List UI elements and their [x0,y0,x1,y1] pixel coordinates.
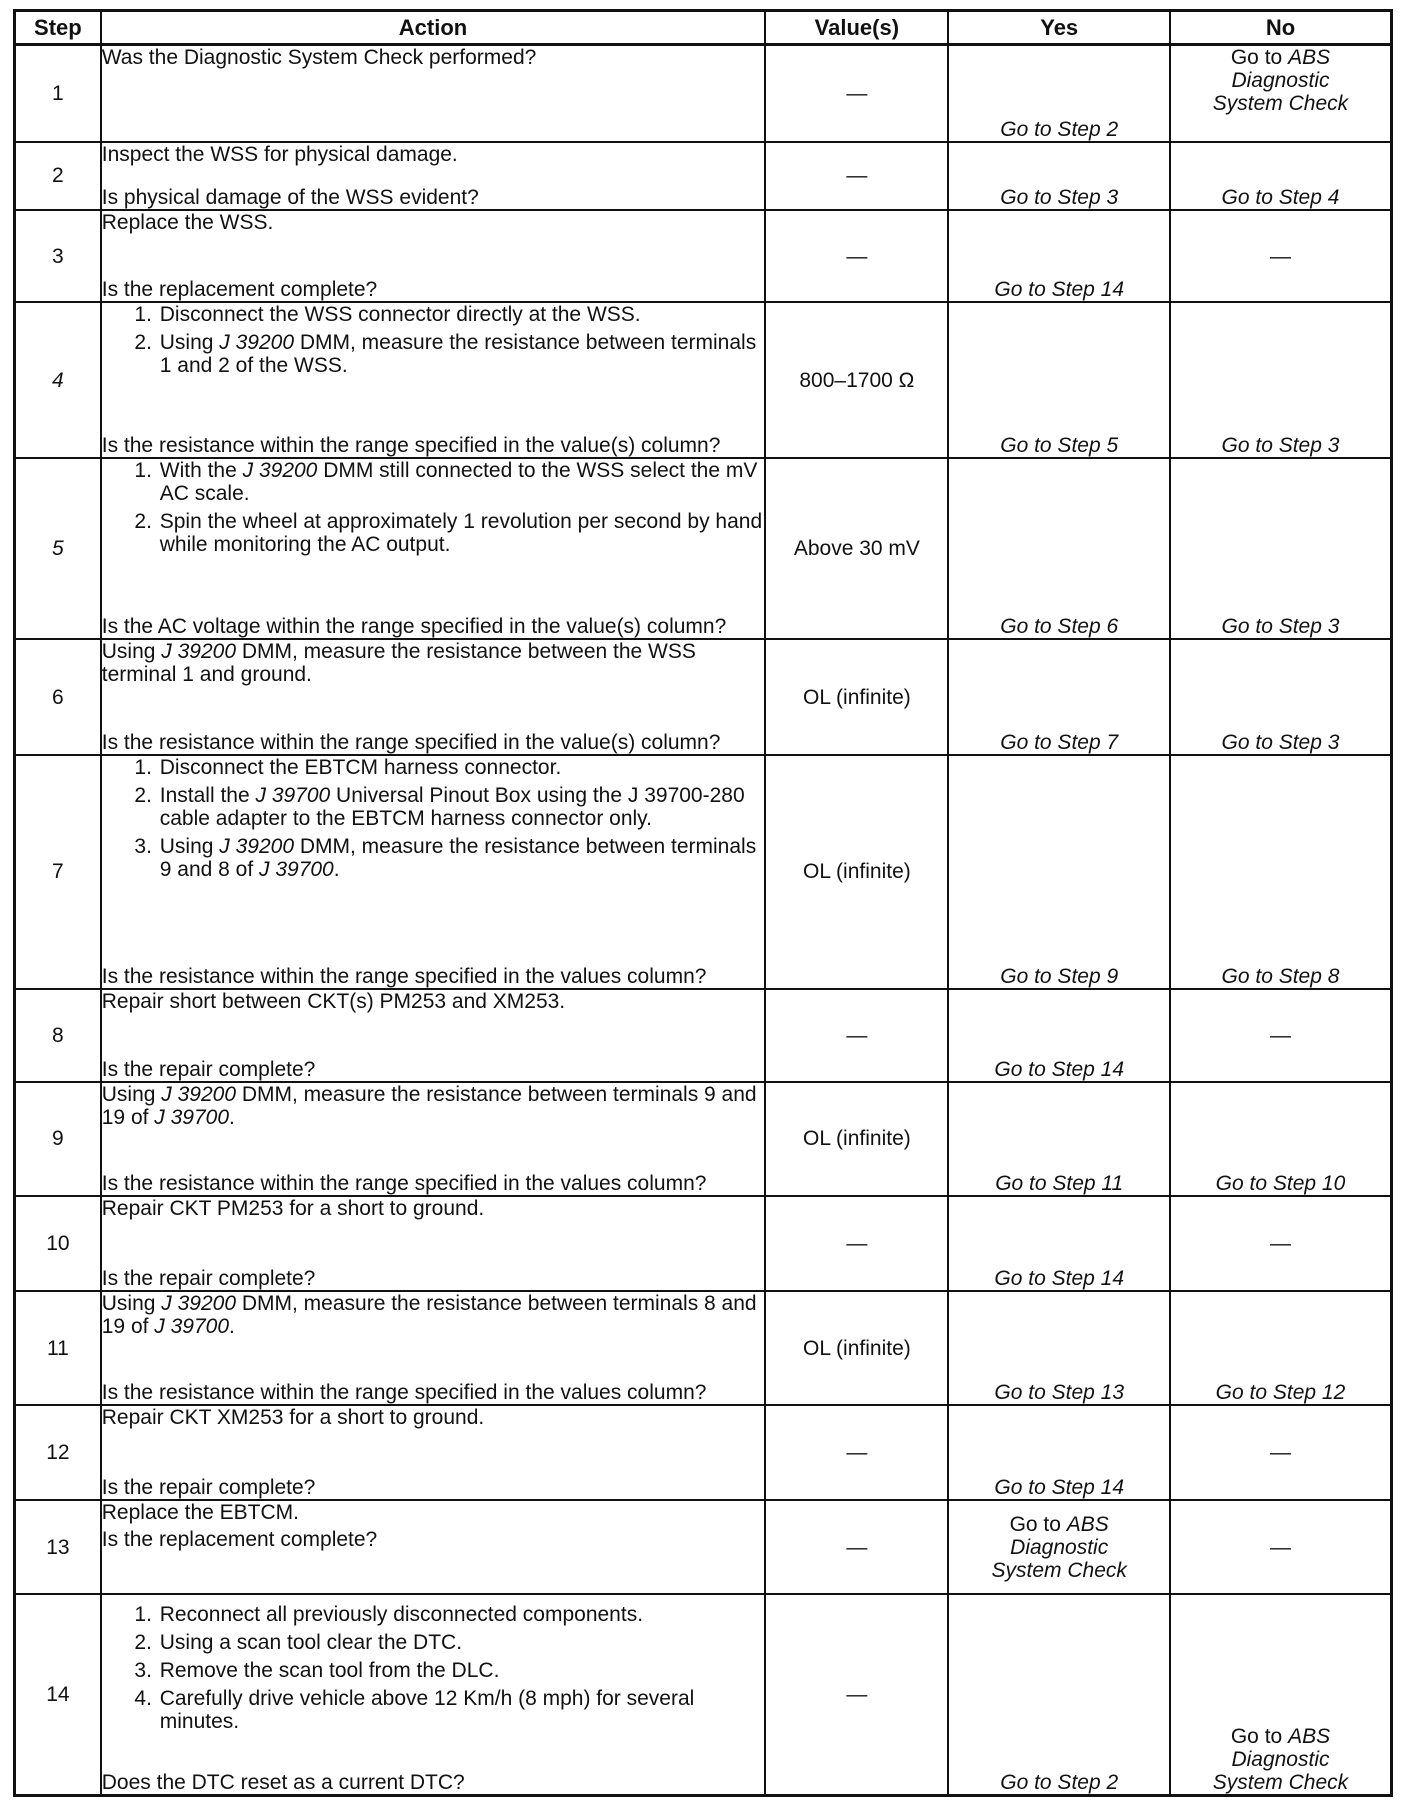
step-number: 6 [15,639,101,754]
value-cell: — [765,210,948,303]
table-row [15,210,1392,303]
action-cell [101,1405,766,1500]
list-item: 3. Remove the scan tool from the DLC. [158,1659,765,1682]
value-cell: — [765,142,948,210]
table-row [15,1082,1392,1196]
no-cell: Go to ABS Diagnostic System Check [1170,45,1392,142]
yes-cell: Go to Step 14 [948,1405,1170,1500]
value-cell: — [765,1500,948,1594]
yes-cell: Go to Step 2 [948,1594,1170,1795]
action-text: Replace the EBTCM. [101,1501,299,1525]
yes-cell: Go to Step 5 [948,302,1170,458]
action-list [102,459,765,561]
action-cell [101,458,766,639]
value-cell: OL (infinite) [765,1291,948,1405]
list-item: 1. Disconnect the EBTCM harness connector. [158,756,765,779]
action-question: Is the resistance within the range specified in the values column? [101,964,707,988]
header-action: Action [101,11,766,45]
step-number: 5 [15,458,101,639]
no-cell: Go to Step 3 [1170,458,1392,639]
step-number: 10 [15,1196,101,1291]
action-cell [101,45,766,142]
action-cell [101,1196,766,1291]
value-cell: — [765,1405,948,1500]
action-question: Is the resistance within the range specified in the values column? [101,1171,707,1195]
action-question: Is the resistance within the range specified in the value(s) column? [101,730,721,754]
yes-goto: Go to Step 2 [1000,117,1119,141]
list-item: 2. Install the J 39700 Universal Pinout Box using the J 39700-280 cable adapter to the EBTCM harness connector only. [158,784,765,830]
header-row [15,11,1392,45]
action-text: Repair CKT PM253 for a short to ground. [101,1196,485,1220]
table-row [15,142,1392,210]
yes-cell: Go to Step 11 [948,1082,1170,1196]
yes-cell [948,45,1170,142]
action-cell [101,639,766,754]
header-values: Value(s) [765,11,948,45]
action-question: Does the DTC reset as a current DTC? [101,1771,465,1794]
no-cell: — [1170,989,1392,1082]
list-item: 1. Disconnect the WSS connector directly at the WSS. [158,303,765,326]
action-text: Using J 39200 DMM, measure the resistance between terminals 8 and 19 of J 39700. [101,1291,757,1338]
value-cell: — [765,1196,948,1291]
no-cell: — [1170,210,1392,303]
action-cell [101,989,766,1082]
no-goto-abs: Go to ABS [1230,1725,1331,1748]
step-number: 7 [15,755,101,989]
action-list [102,756,765,886]
no-goto-abs: Go to ABS [1230,46,1331,69]
table-row [15,458,1392,639]
action-cell [101,142,766,210]
yes-cell: Go to Step 14 [948,1196,1170,1291]
list-item: 4. Carefully drive vehicle above 12 Km/h (8 mph) for several minutes. [158,1687,765,1733]
action-question: Is the resistance within the range specified in the value(s) column? [101,434,721,458]
action-text: Inspect the WSS for physical damage. [101,142,458,166]
value-cell: OL (infinite) [765,755,948,989]
action-question: Is physical damage of the WSS evident? [101,185,479,209]
action-cell [101,1594,766,1795]
value-cell: — [765,1594,948,1795]
value-cell: — [765,989,948,1082]
action-question: Is the repair complete? [101,1476,316,1500]
no-cell: Go to Step 3 [1170,639,1392,754]
value-cell: OL (infinite) [765,1082,948,1196]
no-cell: Go to Step 4 [1170,142,1392,210]
yes-cell: Go to Step 13 [948,1291,1170,1405]
yes-cell: Go to ABS Diagnostic System Check [948,1500,1170,1594]
action-question: Was the Diagnostic System Check performed? [101,46,537,69]
step-number: 12 [15,1405,101,1500]
step-number: 11 [15,1291,101,1405]
action-question: Is the replacement complete? [101,278,378,302]
no-cell: — [1170,1500,1392,1594]
action-question: Is the repair complete? [101,1057,316,1081]
action-question: Is the AC voltage within the range specified in the value(s) column? [101,615,727,639]
action-cell [101,755,766,989]
action-text: Repair short between CKT(s) PM253 and XM253. [101,989,566,1013]
step-number: 1 [15,45,101,142]
no-cell: — [1170,1196,1392,1291]
table-row [15,639,1392,754]
no-cell: Go to Step 3 [1170,302,1392,458]
yes-goto-abs: Go to ABS [1009,1512,1109,1536]
action-text: Repair CKT XM253 for a short to ground. [101,1406,485,1430]
yes-cell: Go to Step 6 [948,458,1170,639]
step-number: 2 [15,142,101,210]
no-cell: Go to Step 10 [1170,1082,1392,1196]
step-number: 9 [15,1082,101,1196]
action-text: Replace the WSS. [101,210,274,234]
header-no: No [1170,11,1392,45]
list-item: 2. Using a scan tool clear the DTC. [158,1631,765,1654]
yes-cell: Go to Step 9 [948,755,1170,989]
action-cell [101,1082,766,1196]
value-cell: 800–1700 Ω [765,302,948,458]
list-item: 2. Using J 39200 DMM, measure the resistance between terminals 1 and 2 of the WSS. [158,331,765,377]
table-row [15,1291,1392,1405]
value-cell: Above 30 mV [765,458,948,639]
no-cell: — [1170,1405,1392,1500]
action-question: Is the replacement complete? [101,1528,378,1552]
step-number: 13 [15,1500,101,1594]
action-question: Is the repair complete? [101,1266,316,1290]
yes-cell: Go to Step 14 [948,989,1170,1082]
action-question: Is the resistance within the range specified in the values column? [101,1381,707,1405]
table-row [15,989,1392,1082]
yes-cell: Go to Step 3 [948,142,1170,210]
table-row [15,1405,1392,1500]
header-step: Step [15,11,101,45]
table-row [15,1500,1392,1594]
table-row [15,302,1392,458]
no-cell: Go to ABS Diagnostic System Check [1170,1594,1392,1795]
action-cell [101,1500,766,1594]
yes-cell: Go to Step 7 [948,639,1170,754]
action-list [102,303,765,382]
step-number: 8 [15,989,101,1082]
list-item: 2. Spin the wheel at approximately 1 revolution per second by hand while monitoring the AC output. [158,510,765,556]
table-row [15,45,1392,142]
no-cell: Go to Step 12 [1170,1291,1392,1405]
step-number: 4 [15,302,101,458]
table-row [15,1196,1392,1291]
yes-cell: Go to Step 14 [948,210,1170,303]
action-cell [101,302,766,458]
action-text: Using J 39200 DMM, measure the resistance between terminals 9 and 19 of J 39700. [101,1082,757,1129]
action-cell [101,1291,766,1405]
list-item: 3. Using J 39200 DMM, measure the resistance between terminals 9 and 8 of J 39700. [158,835,765,881]
list-item: 1. With the J 39200 DMM still connected to the WSS select the mV AC scale. [158,459,765,505]
table-row [15,755,1392,989]
no-cell: Go to Step 8 [1170,755,1392,989]
table-row [15,1594,1392,1795]
diagnostic-table [13,9,1393,1797]
list-item: 1. Reconnect all previously disconnected components. [158,1603,765,1626]
value-cell: — [765,45,948,142]
action-cell [101,210,766,303]
action-list [102,1603,765,1738]
action-text: Using J 39200 DMM, measure the resistance between the WSS terminal 1 and ground. [101,640,696,687]
header-yes: Yes [948,11,1170,45]
step-number: 3 [15,210,101,303]
step-number: 14 [15,1594,101,1795]
value-cell: OL (infinite) [765,639,948,754]
